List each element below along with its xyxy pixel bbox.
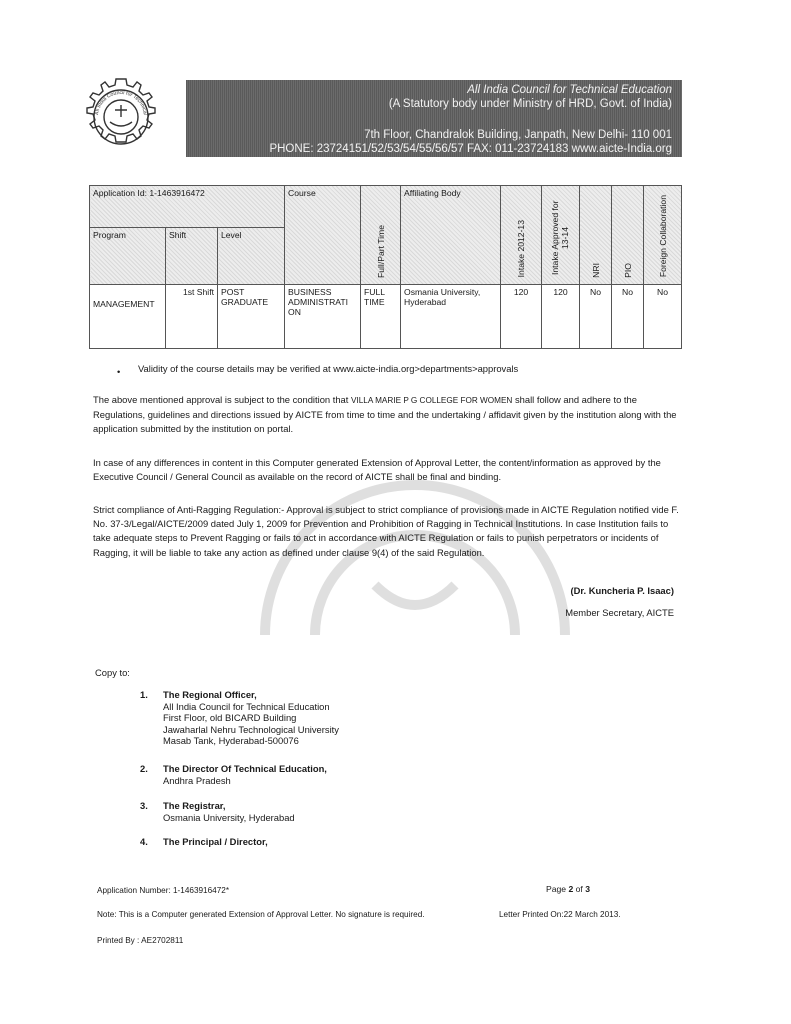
aicte-seal-logo <box>80 75 162 157</box>
org-contact: PHONE: 23724151/52/53/54/55/56/57 FAX: 011-23724183 www.aicte-India.org <box>269 143 672 155</box>
copy-item-registrar: 3. The Registrar, Osmania University, Hyderabad <box>140 800 295 823</box>
cell-affiliating-body: Osmania University, Hyderabad <box>401 284 501 348</box>
bullet-icon: • <box>117 366 121 377</box>
college-name: VILLA MARIE P G COLLEGE FOR WOMEN <box>350 396 513 405</box>
copy-item-director: 2. The Director Of Technical Education, Andhra Pradesh <box>140 763 327 786</box>
footer-application-number: Application Number: 1-1463916472* <box>97 886 229 895</box>
cell-level: POST GRADUATE <box>218 284 285 348</box>
cell-full-part-time: FULL TIME <box>361 284 401 348</box>
header-intake-2012-13: Intake 2012-13 <box>501 186 542 285</box>
header-band <box>186 80 682 157</box>
cell-program: MANAGEMENT <box>90 284 166 348</box>
header-level: Level <box>218 228 285 284</box>
header-shift: Shift <box>166 228 218 284</box>
cell-nri: No <box>580 284 612 348</box>
header-full-part-time: Full/Part Time <box>361 186 401 285</box>
header-program: Program <box>90 228 166 284</box>
validity-note: Validity of the course details may be verified at www.aicte-india.org>departments>approvals <box>138 363 519 374</box>
copy-item-regional-officer: 1. The Regional Officer, All India Council for Technical Education First Floor, old BICARD Building Jawaharlal Nehru Technological University Masab Tank, Hyderabad-500076 <box>140 689 339 747</box>
differences-paragraph: In case of any differences in content in this Computer generated Extension of Approval Letter, the content/information as approved by the Executive Council / General Council as available on the record of AICTE shall be final and binding. <box>93 457 661 483</box>
footer-printed-on: Letter Printed On:22 March 2013. <box>499 910 621 919</box>
cell-course: BUSINESS ADMINISTRATI ON <box>285 284 361 348</box>
cell-shift: 1st Shift <box>166 284 218 348</box>
org-name: All India Council for Technical Education <box>467 84 672 96</box>
header-affiliating-body: Affiliating Body <box>401 186 501 285</box>
cell-pio: No <box>612 284 644 348</box>
footer-note: Note: This is a Computer generated Extension of Approval Letter. No signature is required. <box>97 910 425 919</box>
cell-intake-2012-13: 120 <box>501 284 542 348</box>
cell-foreign-collaboration: No <box>644 284 682 348</box>
course-details-table <box>89 185 682 349</box>
header-intake-approved: Intake Approved for 13-14 <box>542 186 580 285</box>
seal-lettering: All India Council for Technical <box>94 89 148 116</box>
header-course: Course <box>285 186 361 285</box>
approval-condition-paragraph: The above mentioned approval is subject to the condition that VILLA MARIE P G COLLEGE FOR WOMEN shall follow and adhere to the Regulations, guidelines and directions issued by AICTE from time to time and the undertaking / affidavit given by the institution along with the application submitted by the institution on portal. <box>93 394 677 435</box>
footer-printed-by: Printed By : AE2702811 <box>97 936 184 945</box>
org-address: 7th Floor, Chandralok Building, Janpath, New Delhi- 110 001 <box>364 129 672 141</box>
application-id-cell: Application Id: 1-1463916472 <box>90 186 285 228</box>
page-indicator: Page 2 of 3 <box>546 884 590 894</box>
header-foreign-collaboration: Foreign Collaboration <box>644 186 682 285</box>
signatory-name: (Dr. Kuncheria P. Isaac) <box>570 585 674 596</box>
signatory-designation: Member Secretary, AICTE <box>565 607 674 618</box>
copy-item-principal: 4. The Principal / Director, <box>140 836 268 847</box>
table-row <box>90 284 682 348</box>
anti-ragging-paragraph: Strict compliance of Anti-Ragging Regulation:- Approval is subject to strict compliance of provisions made in AICTE Regulation notified vide F. No. 37-3/Legal/AICTE/2009 dated July 1, 2009 for Prevention and Prohibition of Ragging in Technical Institutions. In case Institution fails to take adequate steps to Prevent Ragging or fails to act in accordance with AICTE Regulation or fails to punish perpetrators or incidents of Ragging, it will be liable to take any action as defined under clause 9(4) of the said Regulation. <box>93 504 679 558</box>
copy-to-label: Copy to: <box>95 667 130 678</box>
header-pio: PIO <box>612 186 644 285</box>
header-nri: NRI <box>580 186 612 285</box>
cell-intake-approved: 120 <box>542 284 580 348</box>
org-statutory: (A Statutory body under Ministry of HRD, Govt. of India) <box>388 98 672 110</box>
